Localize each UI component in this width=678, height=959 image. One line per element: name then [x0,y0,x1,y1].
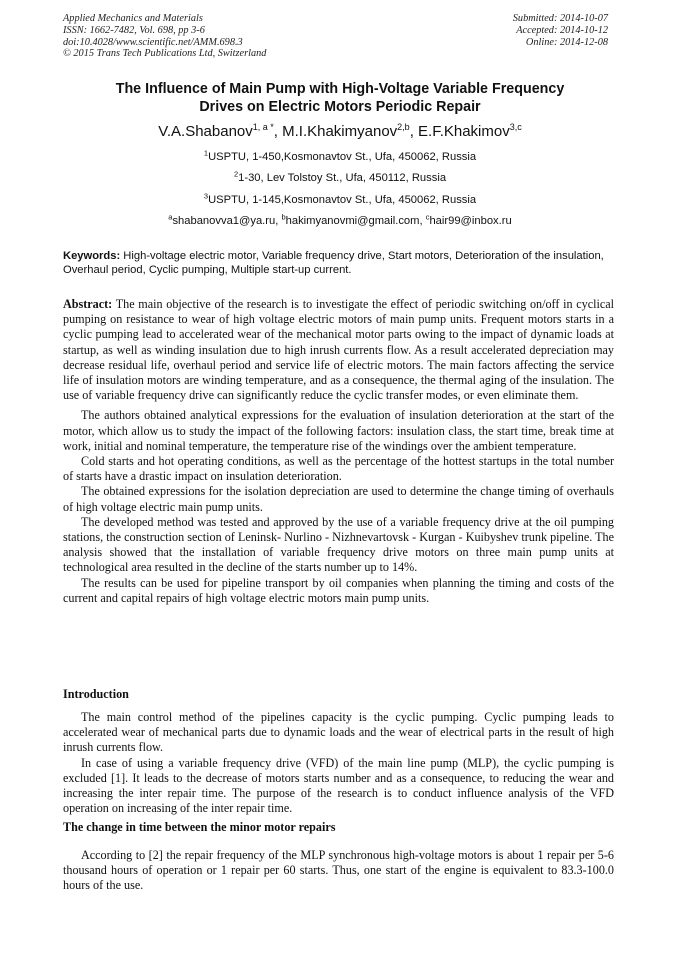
abstract-paragraph-4: The obtained expressions for the isolation depreciation are used to determine the change timing of overhauls of high voltage electric main pump units. [63,484,614,514]
issn-line: ISSN: 1662-7482, Vol. 698, pp 3-6 [63,24,205,36]
affiliation-2-text: 1-30, Lev Tolstoy St., Ufa, 450112, Russia [238,172,447,184]
abstract-paragraph-2: The authors obtained analytical expressions for the evaluation of insulation deterioration at the start of the motor, which allow us to study the impact of the following factors: insulation class, the start time, break time at work, initial and nominal temperature, the temperature rise of the windings over the ambient temperature. [63,408,614,453]
affiliation-3-sup: 3 [203,191,209,201]
introduction-paragraph-1: The main control method of the pipelines capacity is the cyclic pumping. Cyclic pumping leads to accelerated wear of mechanical parts due to dynamic loads and the wear of electrical parts in the result of high inrush currents flow. [63,710,614,755]
abstract-p1-text: The main objective of the research is to investigate the effect of periodic switching on/off in cyclical pumping on resistance to wear of high voltage electric motors of main pump units. Frequent motors starts in a cyclic pumping lead to accelerated wear of the mechanical motor parts owing to the impact of dynamic loads at startup, as well as winding insulation due to high inrush currents flow. As a result accelerated depreciation may decrease residual life, overhaul period and service life of electric motors. The main factors affecting the service life of insulation motors are winding temperature, and as a consequence, the thermal aging of the insulation. The use of variable frequency drive can significantly reduce the cyclic transfer modes, or even eliminate them. [63,297,614,403]
email-list [60,214,620,228]
email-c-sup: c [425,212,430,222]
title-line-1: The Influence of Main Pump with High-Voltage Variable Frequency [115,81,565,97]
email-b-sup: b [281,212,286,222]
affiliation-3 [60,193,620,207]
abstract-paragraph-1 [63,297,614,403]
abstract-section [63,297,614,606]
author-2: , M.I.Khakimyanov [273,123,398,140]
author-3-sup: 3,c [509,122,522,132]
submitted-date: Submitted: 2014-10-07 [512,13,608,24]
affiliation-1-text: USPTU, 1-450,Kosmonavtov St., Ufa, 450062, Russia [208,151,477,163]
section-2-heading: The change in time between the minor motor repairs [63,820,336,834]
affiliation-2 [60,171,620,185]
abstract-paragraph-6: The results can be used for pipeline transport by oil companies when planning the timing and costs of the current and capital repairs of high voltage electric motors main pump units. [63,575,614,605]
email-a-sup: a [168,212,173,222]
keywords-label: Keywords: [63,250,121,262]
affiliation-1-sup: 1 [203,148,209,158]
introduction-section [63,710,614,816]
journal-name: Applied Mechanics and Materials [63,13,203,24]
author-3: , E.F.Khakimov [409,123,510,140]
author-2-sup: 2,b [397,122,410,132]
title-line-2: Drives on Electric Motors Periodic Repair [199,98,481,115]
introduction-heading: Introduction [63,687,129,701]
keywords-text: High-voltage electric motor, Variable frequency drive, Start motors, Deterioration of the insulation, Overhaul period, Cyclic pumping, Multiple start-up current. [63,250,604,276]
accepted-date: Accepted: 2014-10-12 [516,24,608,36]
journal-info [63,13,266,60]
introduction-paragraph-2: In case of using a variable frequency drive (VFD) of the main line pump (MLP), the cyclic pumping is excluded [1]. It leads to the decrease of motors starts number and as a consequence, to reducing the wear and increasing the inter repair time. The purpose of the research is to conduct influence analysis of the VFD operation on increasing of the inter repair time. [63,755,614,816]
abstract-paragraph-3: Cold starts and hot operating conditions, as well as the percentage of the hottest startups in the total number of starts have a drastic impact on insulation deterioration. [63,454,614,484]
email-b[interactable]: hakimyanovmi@gmail.com, [285,215,426,227]
dates-info [513,13,608,48]
abstract-paragraph-5: The developed method was tested and approved by the use of a variable frequency drive at the oil pumping stations, the construction section of Leninsk- Nurlino - Nizhnevartovsk - Kurgan - Kuibyshev trunk pipeline. The analysis showed that the installation of variable frequency drive motors on three main pump units at technological area resulted in the decline of the starts number up to 14%. [63,514,614,575]
keywords-block [63,249,614,277]
doi-line: doi:10.4028/www.scientific.net/AMM.698.3 [63,36,243,48]
abstract-label: Abstract: [63,297,113,311]
author-1-sup: 1, a * [252,122,274,132]
online-date: Online: 2014-12-08 [525,36,608,48]
author-1: V.A.Shabanov [158,123,253,140]
paper-title [70,81,610,116]
email-c[interactable]: hair99@inbox.ru [429,215,512,227]
copyright-line: © 2015 Trans Tech Publications Ltd, Switzerland [63,48,267,60]
section-2-paragraph-1: According to [2] the repair frequency of the MLP synchronous high-voltage motors is about 1 repair per 5-6 thousand hours of operation or 1 repair per 60 starts. Thus, one start of the engine is equivalent to 83.3-100.0 hours of the use. [63,848,614,893]
section-2-body [63,848,614,894]
author-list [40,123,640,141]
affiliation-2-sup: 2 [233,169,239,179]
affiliation-3-text: USPTU, 1-145,Kosmonavtov St., Ufa, 450062, Russia [208,194,477,206]
email-a[interactable]: shabanovva1@ya.ru, [172,215,282,227]
affiliation-1 [60,150,620,164]
